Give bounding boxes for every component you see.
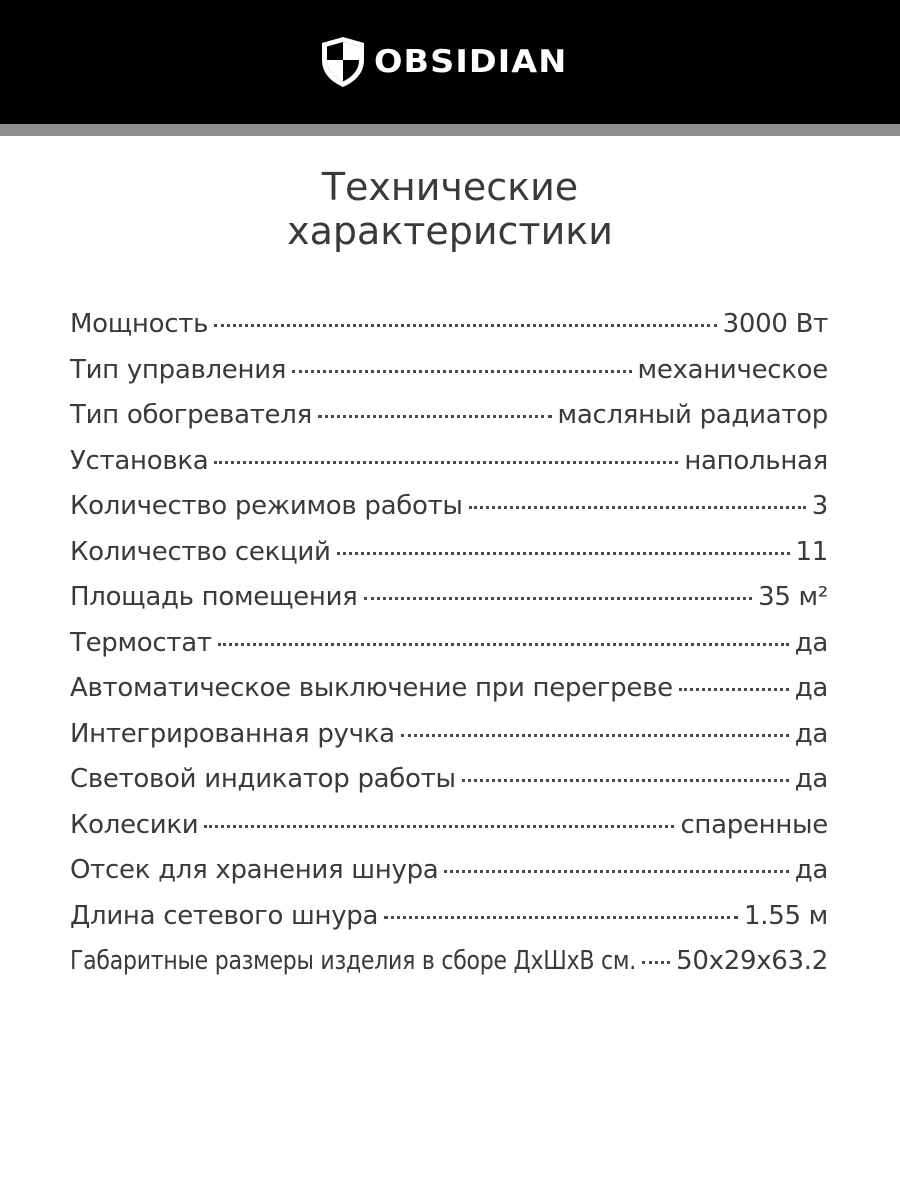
spec-value: да: [794, 718, 828, 749]
spec-row-installation: [70, 446, 828, 492]
spec-row-control-type: [70, 355, 828, 401]
spec-row-thermostat: [70, 628, 828, 674]
spec-value: спаренные: [680, 809, 828, 840]
dot-leader: [462, 779, 789, 782]
spec-label: Площадь помещения: [70, 582, 358, 612]
dot-leader: [401, 734, 789, 737]
spec-value: 11: [795, 536, 828, 567]
spec-value: да: [794, 673, 828, 703]
spec-label: Световой индикатор работы: [70, 764, 456, 794]
spec-value: да: [794, 855, 828, 885]
dot-leader: [204, 825, 674, 828]
brand-name: OBSIDIAN: [374, 44, 568, 80]
spec-row-sections: [70, 537, 828, 583]
dot-leader: [469, 506, 806, 509]
header-stripe: [0, 124, 900, 136]
dot-leader: [337, 552, 790, 555]
title-line-1: Технические: [321, 165, 579, 209]
dot-leader: [218, 643, 789, 646]
specs-list: [70, 309, 828, 992]
spec-label: Интегрированная ручка: [70, 718, 395, 749]
shield-icon: [320, 36, 366, 88]
spec-label: Длина сетевого шнура: [70, 900, 379, 931]
spec-row-overheat-shutoff: [70, 673, 828, 719]
dot-leader: [444, 870, 788, 873]
dot-leader: [292, 370, 631, 373]
spec-label: Мощность: [70, 309, 209, 339]
spec-value: да: [794, 627, 828, 658]
spec-label: Колесики: [70, 809, 199, 840]
spec-row-cord-length: [70, 901, 828, 947]
dot-leader: [679, 688, 789, 691]
spec-value: 50x29x63.2: [676, 946, 828, 976]
dot-leader: [384, 916, 738, 919]
spec-value: 35 м²: [758, 582, 828, 612]
brand-logo: [320, 36, 568, 88]
spec-label: Тип обогревателя: [70, 400, 312, 430]
spec-value: механическое: [637, 354, 828, 385]
spec-value: да: [794, 764, 828, 794]
dot-leader: [318, 415, 552, 418]
page-title: [0, 165, 900, 253]
dot-leader: [214, 461, 678, 464]
spec-row-room-area: [70, 582, 828, 628]
spec-row-indicator: [70, 764, 828, 810]
spec-label: Автоматическое выключение при перегреве: [70, 673, 673, 703]
brand-header: [0, 0, 900, 124]
spec-label: Габаритные размеры изделия в сборе ДхШхВ см.: [70, 946, 636, 976]
title-line-2: характеристики: [287, 209, 613, 253]
dot-leader: [642, 961, 670, 964]
spec-row-wheels: [70, 810, 828, 856]
spec-row-power: [70, 309, 828, 355]
dot-leader: [214, 324, 717, 327]
spec-label: Тип управления: [70, 354, 287, 385]
spec-label: Количество секций: [70, 536, 331, 567]
spec-row-modes: [70, 491, 828, 537]
spec-label: Установка: [70, 445, 209, 476]
spec-label: Количество режимов работы: [70, 491, 463, 521]
spec-row-heater-type: [70, 400, 828, 446]
spec-row-dimensions: [70, 946, 828, 992]
spec-value: масляный радиатор: [557, 400, 828, 430]
spec-row-cord-storage: [70, 855, 828, 901]
spec-label: Отсек для хранения шнура: [70, 855, 439, 885]
dot-leader: [364, 597, 753, 600]
spec-value: 3: [811, 491, 828, 521]
spec-value: 3000 Вт: [722, 309, 828, 339]
spec-label: Термостат: [70, 627, 212, 658]
spec-value: 1.55 м: [744, 900, 828, 931]
spec-value: напольная: [684, 445, 828, 476]
spec-row-handle: [70, 719, 828, 765]
